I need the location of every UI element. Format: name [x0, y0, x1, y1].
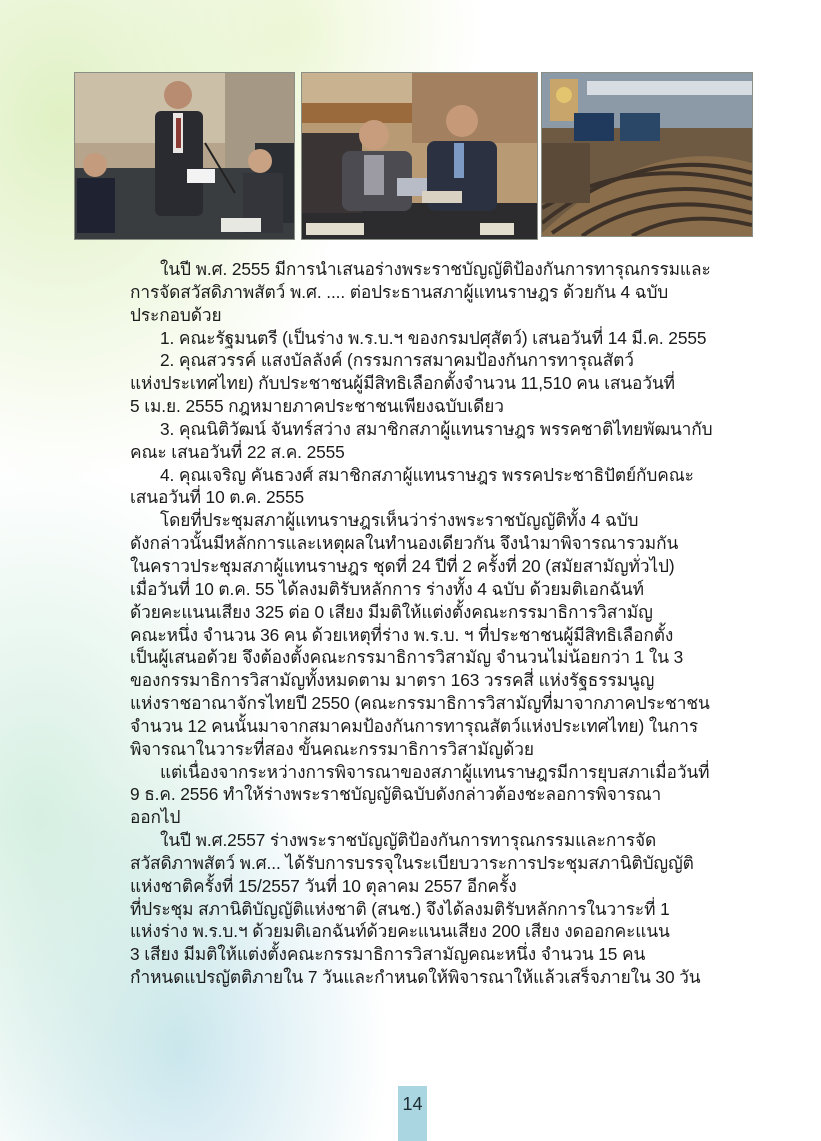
paragraph-line: กำหนดแปรญัตติภายใน 7 วันและกำหนดให้พิจารณาให้แล้วเสร็จภายใน 30 วัน	[130, 967, 701, 988]
page-number-tab	[398, 1086, 427, 1141]
paragraph-line: ด้วยคะแนนเสียง 325 ต่อ 0 เสียง มีมติให้แต่งตั้งคณะกรรมาธิการวิสามัญ	[130, 601, 653, 622]
paragraph-line: จำนวน 12 คนนั้นมาจากสมาคมป้องกันการทารุณสัตว์แห่งประเทศไทย) ในการ	[130, 715, 698, 736]
paragraph-line: เมื่อวันที่ 10 ต.ค. 55 ได้ลงมติรับหลักการ ร่างทั้ง 4 ฉบับ ด้วยมติเอกฉันท์	[130, 578, 644, 599]
paragraph-line: 5 เม.ย. 2555 กฎหมายภาคประชาชนเพียงฉบับเดียว	[130, 396, 504, 417]
paragraph-line: 3 เสียง มีมติให้แต่งตั้งคณะกรรมาธิการวิสามัญคณะหนึ่ง จำนวน 15 คน	[130, 944, 646, 965]
page-number: 14	[402, 1094, 423, 1114]
photo-parliament-chamber	[541, 72, 753, 237]
paragraph-line: ดังกล่าวนั้นมีหลักการและเหตุผลในทำนองเดียวกัน จึงนำมาพิจารณารวมกัน	[130, 533, 679, 554]
paragraph-line: ในคราวประชุมสภาผู้แทนราษฎร ชุดที่ 24 ปีที่ 2 ครั้งที่ 20 (สมัยสามัญทั่วไป)	[130, 555, 675, 576]
nameplate	[221, 218, 261, 232]
paragraph-line: ประกอบด้วย	[130, 304, 222, 325]
paragraph-line: แต่เนื่องจากระหว่างการพิจารณาของสภาผู้แทนราษฎรมีการยุบสภาเมื่อวันที่	[160, 761, 710, 782]
speaker-photo-illustration	[75, 73, 294, 239]
paragraph-line: เป็นผู้เสนอด้วย จึงต้องตั้งคณะกรรมาธิการวิสามัญ จำนวนไม่น้อยกว่า 1 ใน 3	[130, 647, 684, 668]
paragraph-line: ในปี พ.ศ.2557 ร่างพระราชบัญญัติป้องกันการทารุณกรรมและการจัด	[160, 830, 657, 851]
paragraph-line: ที่ประชุม สภานิติบัญญัติแห่งชาติ (สนช.) จึงได้ลงมติรับหลักการในวาระที่ 1	[130, 898, 670, 919]
chamber-photo-illustration	[542, 73, 752, 236]
paragraph-line: ในปี พ.ศ. 2555 มีการนำเสนอร่างพระราชบัญญัติป้องกันการทารุณกรรมและ	[160, 259, 711, 279]
paragraph-line: ของกรรมาธิการวิสามัญทั้งหมดตาม มาตรา 163 วรรคสี่ แห่งรัฐธรรมนูญ	[130, 670, 655, 691]
paragraph-line: แห่งประเทศไทย) กับประชาชนผู้มีสิทธิเลือกตั้งจำนวน 11,510 คน เสนอวันที่	[130, 373, 675, 394]
nameplate-right	[480, 223, 514, 235]
paragraph-line: พิจารณาในวาระที่สอง ขั้นคณะกรรมาธิการวิสามัญด้วย	[130, 738, 534, 759]
list-item-1: 1. คณะรัฐมนตรี (เป็นร่าง พ.ร.บ.ฯ ของกรมปศุสัตว์) เสนอวันที่ 14 มี.ค. 2555	[160, 327, 707, 348]
nameplate-left	[306, 223, 364, 235]
paragraph-line: การจัดสวัสดิภาพสัตว์ พ.ศ. .... ต่อประธานสภาผู้แทนราษฎร ด้วยกัน 4 ฉบับ	[130, 281, 669, 302]
paragraph-line: แห่งราชอาณาจักรไทยปี 2550 (คณะกรรมาธิการวิสามัญที่มาจากภาคประชาชน	[130, 693, 710, 714]
paragraph-line: 9 ธ.ค. 2556 ทำให้ร่างพระราชบัญญัติฉบับดังกล่าวต้องชะลอการพิจารณา	[130, 784, 662, 805]
paragraph-line: แห่งร่าง พ.ร.บ.ฯ ด้วยมติเอกฉันท์ด้วยคะแนนเสียง 200 เสียง งดออกคะแนน	[130, 921, 670, 942]
paragraph-line: คณะ เสนอวันที่ 22 ส.ค. 2555	[130, 441, 345, 462]
paragraph-line: คณะหนึ่ง จำนวน 36 คน ด้วยเหตุที่ร่าง พ.ร.บ. ฯ ที่ประชาชนผู้มีสิทธิเลือกตั้ง	[130, 624, 674, 645]
article-body	[130, 258, 750, 989]
paragraph-line: สวัสดิภาพสัตว์ พ.ศ... ได้รับการบรรจุในระเบียบวาระการประชุมสภานิติบัญญัติ	[130, 852, 694, 873]
photo-speaker-at-podium	[74, 72, 295, 240]
list-item-3: 3. คุณนิติวัฒน์ จันทร์สว่าง สมาชิกสภาผู้แทนราษฎร พรรคชาติไทยพัฒนากับ	[160, 418, 713, 439]
list-item-4: 4. คุณเจริญ คันธวงศ์ สมาชิกสภาผู้แทนราษฎร พรรคประชาธิปัตย์กับคณะ	[160, 464, 694, 485]
photo-officials-seated	[301, 72, 538, 240]
paragraph-line: แห่งชาติครั้งที่ 15/2557 วันที่ 10 ตุลาคม 2557 อีกครั้ง	[130, 875, 517, 896]
paragraph-line: เสนอวันที่ 10 ต.ค. 2555	[130, 487, 305, 508]
list-item-2: 2. คุณสวรรค์ แสงบัลลังค์ (กรรมการสมาคมป้องกันการทารุณสัตว์	[160, 350, 634, 371]
officials-photo-illustration	[302, 73, 537, 239]
paragraph-line: โดยที่ประชุมสภาผู้แทนราษฎรเห็นว่าร่างพระราชบัญญัติทั้ง 4 ฉบับ	[160, 510, 639, 531]
paragraph-line: ออกไป	[130, 807, 181, 828]
